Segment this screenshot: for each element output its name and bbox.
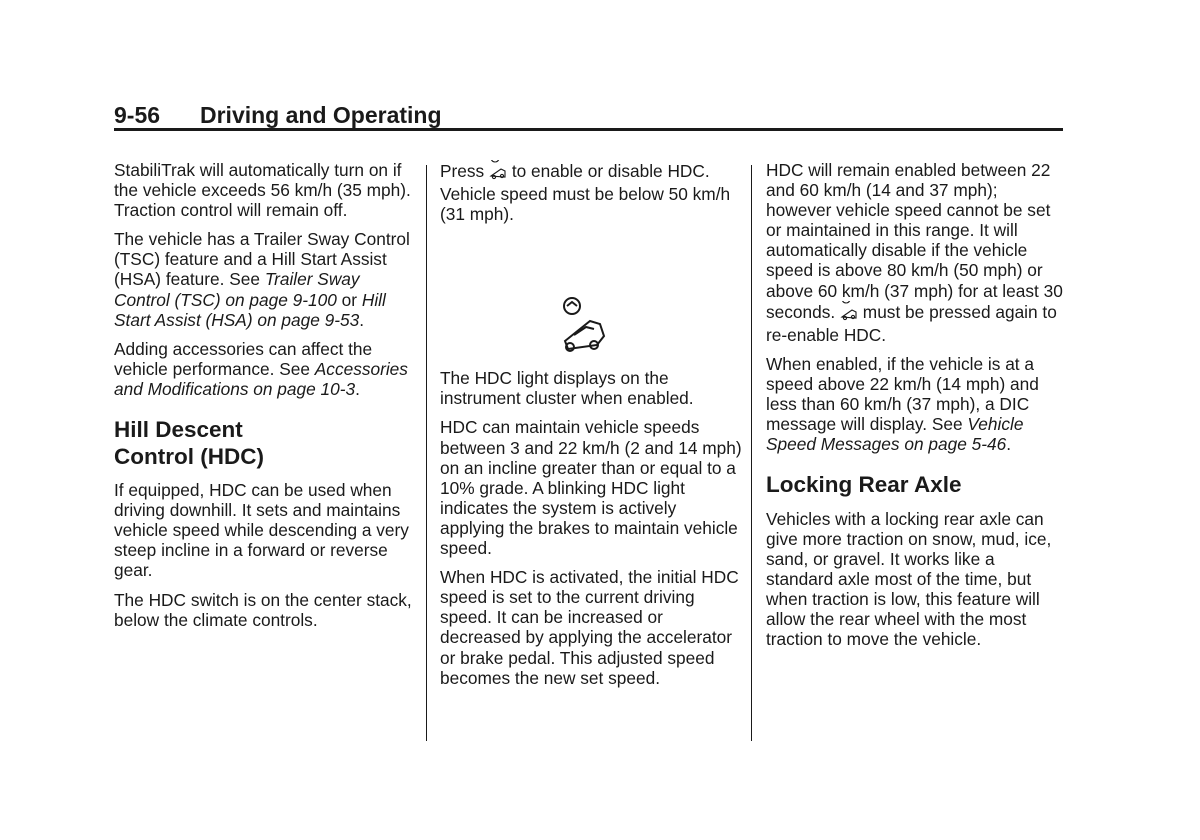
header-rule bbox=[114, 128, 1063, 131]
cross-reference[interactable]: Accessories and Modifications on page 10-3 bbox=[114, 358, 408, 399]
paragraph: StabiliTrak will automatically turn on if the vehicle exceeds 56 km/h (35 mph). Traction control will remain off. bbox=[114, 160, 411, 221]
section-heading: Locking Rear Axle bbox=[766, 472, 962, 498]
section-title: Driving and Operating bbox=[200, 102, 442, 128]
right-column bbox=[766, 160, 1066, 658]
paragraph: If equipped, HDC can be used when driving downhill. It sets and maintains vehicle speed while descending a very steep incline in a forward or reverse gear. bbox=[114, 480, 409, 581]
hdc-icon bbox=[840, 301, 858, 325]
paragraph: HDC can maintain vehicle speeds between 3 and 22 km/h (2 and 14 mph) on an incline greater than or equal to a 10% grade. A blinking HDC light indicates the system is actively applying the brakes to maintain vehicle speed. bbox=[440, 417, 742, 559]
paragraph: Press to enable or disable HDC. Vehicle speed must be below 50 km/h (31 mph). bbox=[440, 160, 742, 224]
page-header bbox=[114, 101, 442, 129]
hdc-figure bbox=[440, 233, 742, 368]
cross-reference[interactable]: Trailer Sway Control (TSC) on page 9-100 bbox=[114, 269, 360, 310]
middle-column bbox=[440, 160, 742, 697]
page-number: 9-56 bbox=[114, 102, 161, 128]
paragraph: When enabled, if the vehicle is at a speed above 22 km/h (14 mph) and less than 60 km/h (37 mph), a DIC message will display. See Vehicle Speed Messages on page 5-46. bbox=[766, 353, 1039, 455]
column-divider bbox=[426, 165, 427, 741]
paragraph: HDC will remain enabled between 22 and 60 km/h (14 and 37 mph); however vehicle speed cannot be set or maintained in this range. It will automatically disable if the vehicle speed is above 80 km/h (50 mph) or above 60 km/h (37 mph) for at least 30 seconds. must be pressed again to re-enable HDC. bbox=[766, 160, 1063, 345]
section-heading: Hill Descent Control (HDC) bbox=[114, 417, 264, 469]
paragraph: Adding accessories can affect the vehicle performance. See Accessories and Modifications on page 10-3. bbox=[114, 338, 408, 399]
cross-reference[interactable]: Vehicle Speed Messages on page 5-46 bbox=[766, 414, 1024, 455]
cross-reference[interactable]: Hill Start Assist (HSA) on page 9-53 bbox=[114, 289, 386, 330]
paragraph: The vehicle has a Trailer Sway Control (TSC) feature and a Hill Start Assist (HSA) feature. See Trailer Sway Control (TSC) on page 9-100 or Hill Start Assist (HSA) on page 9-53. bbox=[114, 229, 410, 330]
hill-descent-control-icon bbox=[556, 295, 608, 353]
paragraph: The HDC light displays on the instrument cluster when enabled. bbox=[440, 368, 694, 409]
paragraph: Vehicles with a locking rear axle can give more traction on snow, mud, ice, sand, or gravel. It works like a standard axle most of the time, but when traction is low, this feature will allow the rear wheel with the most traction to move the vehicle. bbox=[766, 508, 1052, 650]
left-column bbox=[114, 160, 414, 639]
hdc-icon bbox=[489, 160, 507, 184]
column-divider bbox=[751, 165, 752, 741]
paragraph: The HDC switch is on the center stack, below the climate controls. bbox=[114, 589, 412, 630]
paragraph: When HDC is activated, the initial HDC speed is set to the current driving speed. It can be increased or decreased by applying the accelerator or brake pedal. This adjusted speed becomes the new set speed. bbox=[440, 567, 739, 688]
